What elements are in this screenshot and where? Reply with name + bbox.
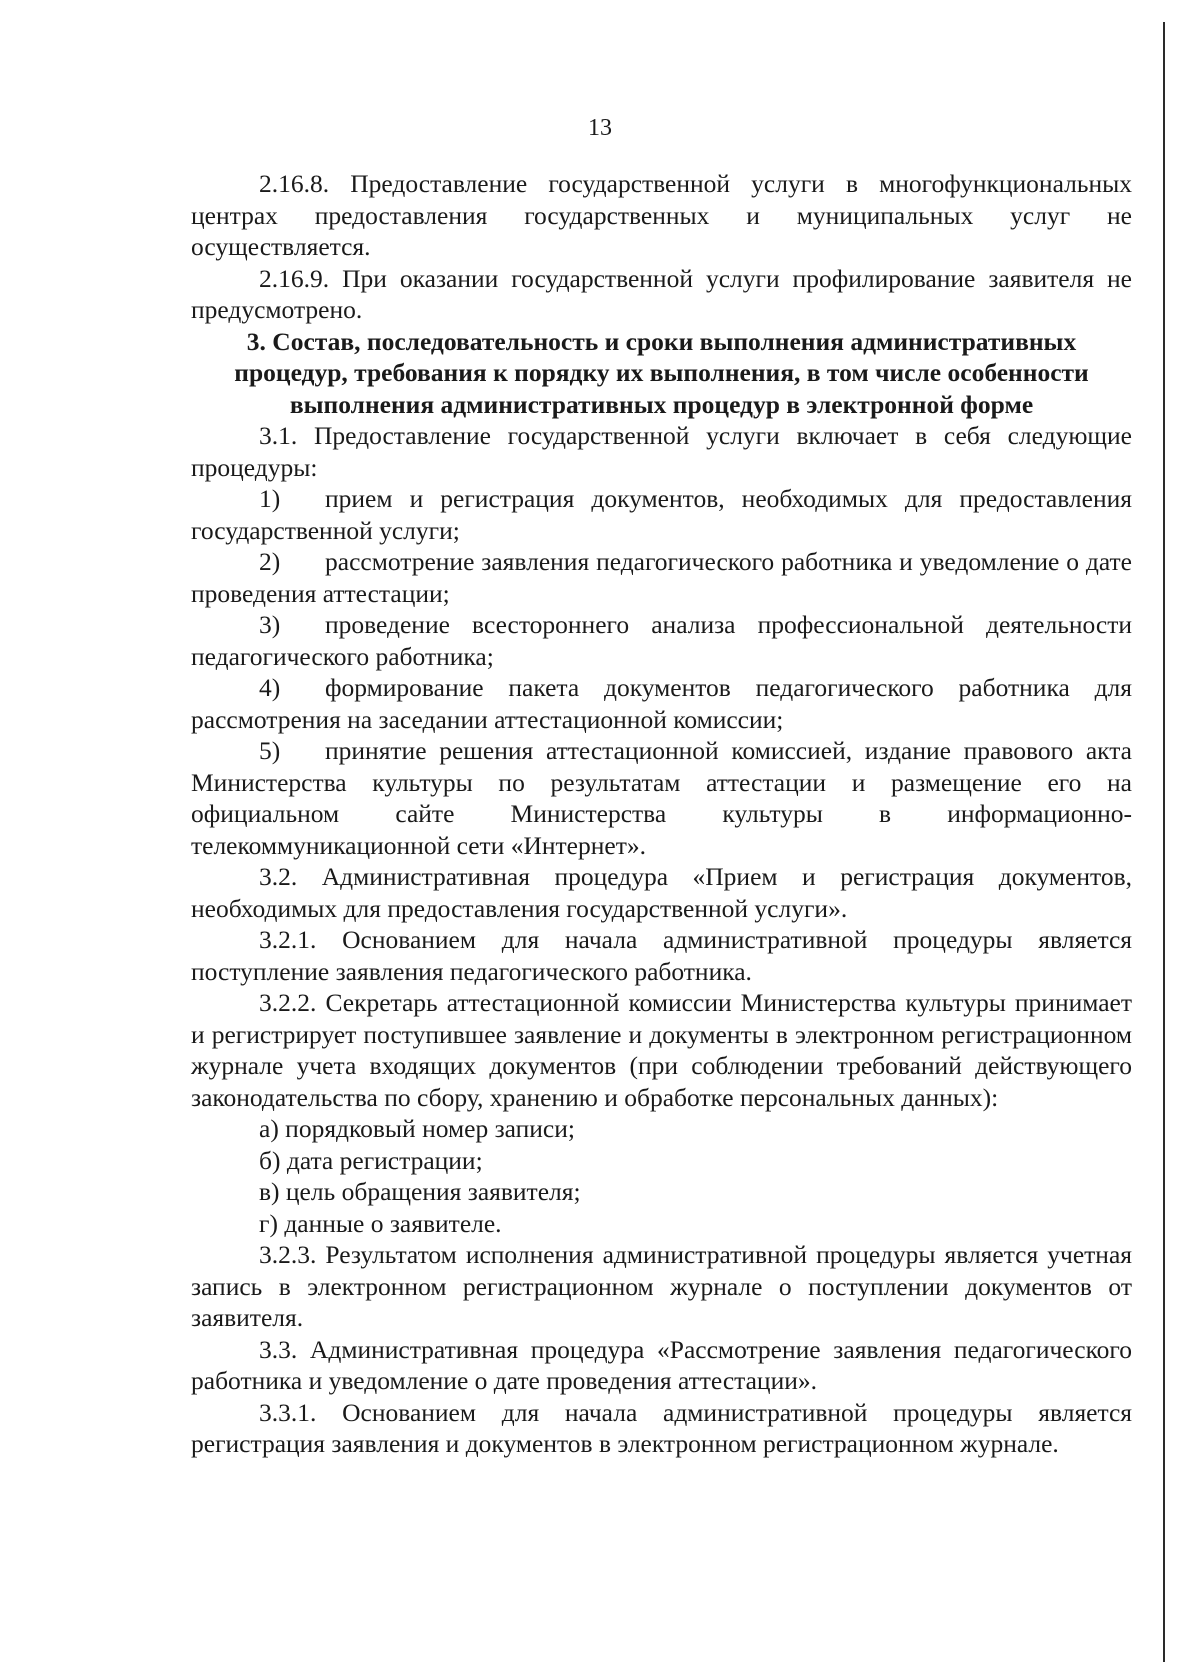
list-item-number: 4) [259, 673, 281, 702]
list-item-text: принятие решения аттестационной комиссией, издание правового акта Министерства культуры по результатам аттестации и размещение его на официальном сайте Министерства культуры в информационно-телекоммуникационной сети «Интернет». [191, 736, 1132, 860]
list-item: а) порядковый номер записи; [259, 1114, 575, 1143]
list-item-text: проведение всестороннего анализа профессиональной деятельности педагогического работника; [191, 610, 1132, 671]
list-item: г) данные о заявителе. [259, 1208, 502, 1238]
section-3-heading: 3. Состав, последовательность и сроки выполнения административных процедур, требования к порядку их выполнения, в том числе особенности выполнения административных процедур в электронной форме [234, 326, 1089, 419]
paragraph-2-16-8: 2.16.8. Предоставление государственной услуги в многофункциональных центрах предоставления государственных и муниципальных услуг не осуществляется. [191, 169, 1132, 261]
paragraph-3-1: 3.1. Предоставление государственной услуги включает в себя следующие процедуры: [191, 421, 1132, 482]
paragraph-3-2-1: 3.2.1. Основанием для начала административной процедуры является поступление заявления педагогического работника. [191, 925, 1132, 986]
paragraph-3-2: 3.2. Административная процедура «Прием и регистрация документов, необходимых для предоставления государственной услуги». [191, 862, 1132, 923]
list-item: в) цель обращения заявителя; [259, 1177, 581, 1206]
scan-edge-line [1163, 22, 1165, 1662]
list-item-text: прием и регистрация документов, необходимых для предоставления государственной услуги; [191, 484, 1132, 545]
list-item [191, 483, 1132, 546]
list-item-text: формирование пакета документов педагогического работника для рассмотрения на заседании аттестационной комиссии; [191, 673, 1132, 734]
list-item-number: 5) [259, 736, 281, 765]
paragraph-3-2-2: 3.2.2. Секретарь аттестационной комиссии Министерства культуры принимает и регистрирует поступившее заявление и документы в электронном регистрационном журнале учета входящих документов (при соблюдении требований действующего законодательства по сбору, хранению и обработке персональных данных): [191, 988, 1132, 1112]
procedures-list [191, 483, 1132, 861]
document-body [191, 168, 1132, 1460]
paragraph-3-2-3: 3.2.3. Результатом исполнения административной процедуры является учетная запись в электронном регистрационном журнале о поступлении документов от заявителя. [191, 1240, 1132, 1332]
list-item [191, 546, 1132, 609]
journal-fields-list [191, 1113, 1132, 1239]
list-item-number: 1) [259, 484, 281, 513]
paragraph-3-3: 3.3. Административная процедура «Рассмотрение заявления педагогического работника и уведомление о дате проведения аттестации». [191, 1334, 1132, 1395]
paragraph-3-3-1: 3.3.1. Основанием для начала административной процедуры является регистрация заявления и документов в электронном регистрационном журнале. [191, 1397, 1132, 1458]
list-item-number: 3) [259, 610, 281, 639]
list-item [191, 609, 1132, 672]
list-item-number: 2) [259, 547, 281, 576]
list-item: б) дата регистрации; [259, 1145, 483, 1175]
paragraph-2-16-9: 2.16.9. При оказании государственной услуги профилирование заявителя не предусмотрено. [191, 263, 1132, 324]
page-number: 13 [588, 115, 612, 141]
list-item [191, 672, 1132, 735]
list-item-text: рассмотрение заявления педагогического работника и уведомление о дате проведения аттестации; [191, 547, 1132, 608]
list-item [191, 735, 1132, 861]
